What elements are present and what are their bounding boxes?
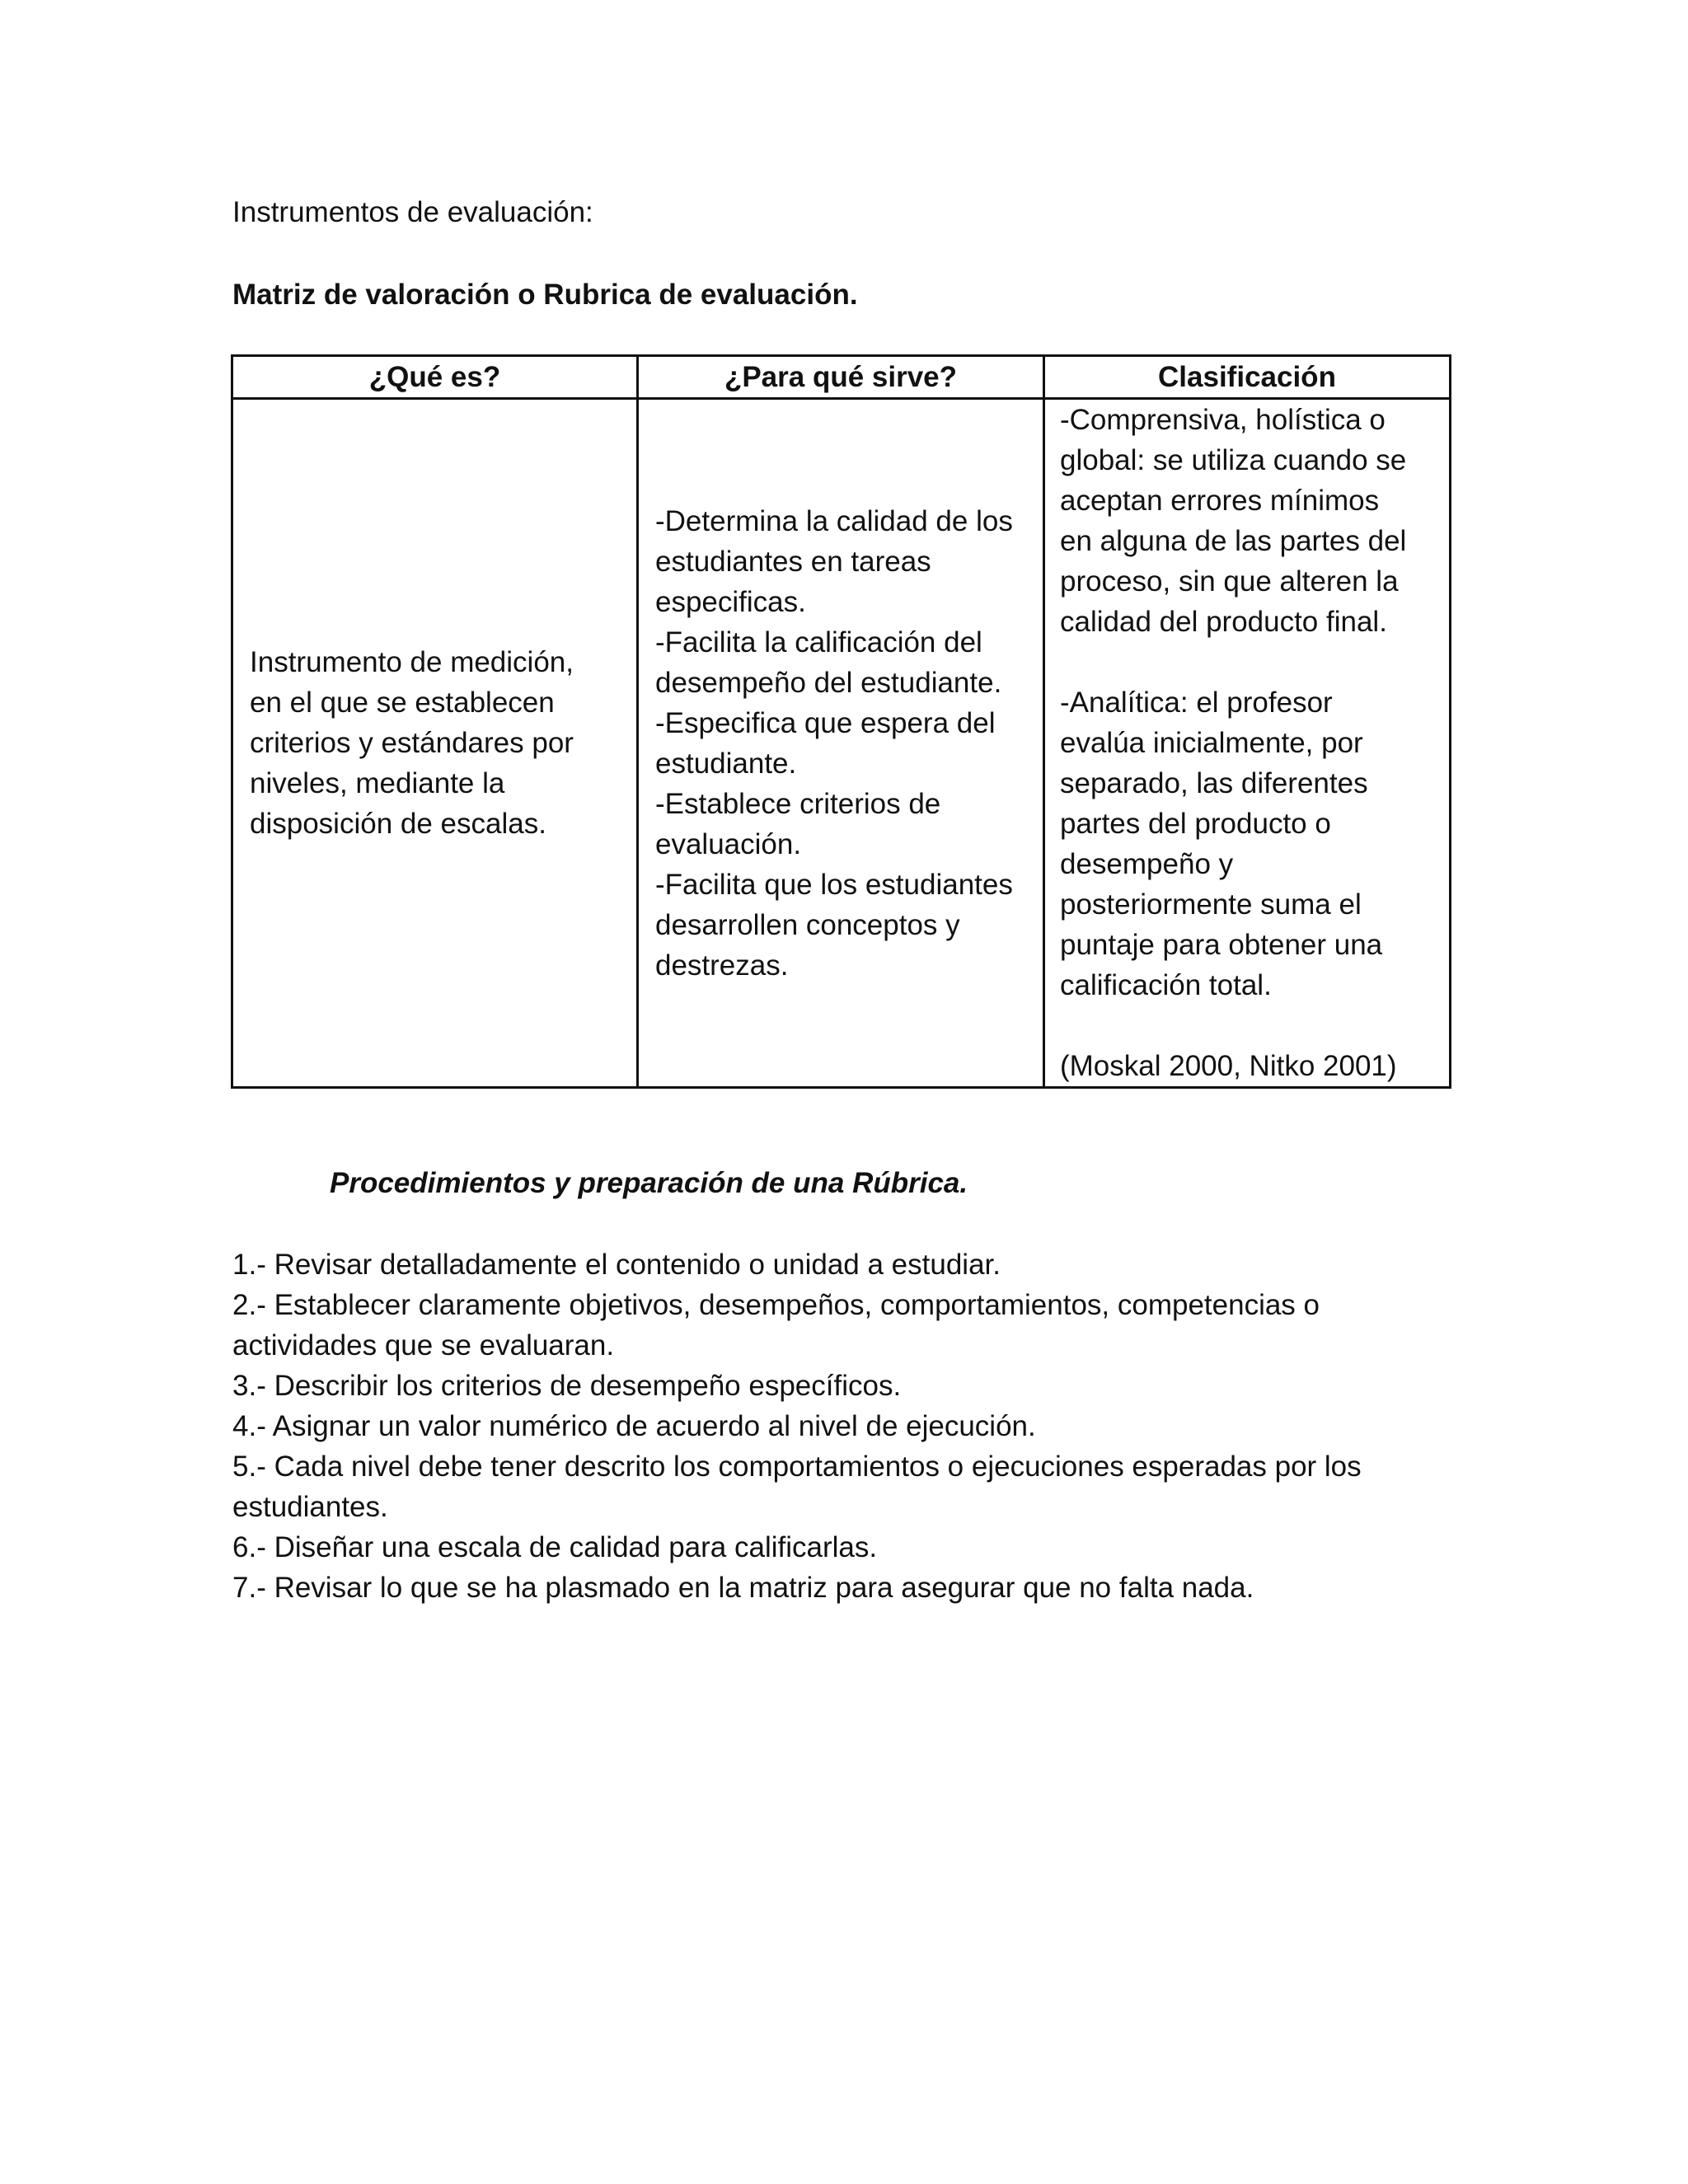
cell-spacer <box>1060 642 1437 682</box>
list-item: 2.- Establecer claramente objetivos, desempeños, comportamientos, competencias o <box>232 1289 1320 1321</box>
list-item: 4.- Asignar un valor numérico de acuerdo al nivel de ejecución. <box>232 1410 1036 1442</box>
list-item: actividades que se evaluaran. <box>232 1329 615 1361</box>
header-clasificacion: Clasificación <box>1044 356 1451 399</box>
cell-spacer <box>1060 1005 1437 1046</box>
cell-line: en el que se establecen <box>250 687 555 719</box>
cell-que-es <box>232 399 638 1088</box>
list-item: 3.- Describir los criterios de desempeño específicos. <box>232 1370 902 1402</box>
citation: (Moskal 2000, Nitko 2001) <box>1060 1050 1397 1082</box>
cell-line: desempeño del estudiante. <box>655 666 1002 699</box>
cell-line: -Analítica: el profesor <box>1060 687 1333 719</box>
cell-line: proceso, sin que alteren la <box>1060 565 1399 598</box>
intro-heading: Instrumentos de evaluación: <box>232 196 593 228</box>
cell-line: -Determina la calidad de los <box>655 504 1013 537</box>
list-item: 5.- Cada nivel debe tener descrito los comportamientos o ejecuciones esperadas por los <box>232 1451 1362 1483</box>
cell-line: -Comprensiva, holística o <box>1060 404 1386 436</box>
cell-para-que-sirve <box>638 399 1044 1088</box>
cell-line: especificas. <box>655 585 806 618</box>
cell-line: -Facilita que los estudiantes <box>655 868 1013 901</box>
cell-line: niveles, mediante la <box>250 767 505 799</box>
cell-line: disposición de escalas. <box>250 808 546 840</box>
cell-line: global: se utiliza cuando se <box>1060 444 1407 476</box>
cell-line: criterios y estándares por <box>250 727 574 759</box>
list-item: 1.- Revisar detalladamente el contenido o unidad a estudiar. <box>232 1249 1001 1281</box>
cell-line: Instrumento de medición, <box>250 646 574 678</box>
cell-line: desarrollen conceptos y <box>655 908 960 941</box>
cell-line: evaluación. <box>655 827 802 860</box>
table-header-row <box>232 356 1451 399</box>
cell-line: desempeño y <box>1060 848 1234 880</box>
steps-list <box>232 1244 1469 1608</box>
cell-line: posteriormente suma el <box>1060 888 1362 921</box>
cell-line: en alguna de las partes del <box>1060 525 1407 557</box>
procedures-title: Procedimientos y preparación de una Rúbrica. <box>330 1167 968 1199</box>
cell-line: evalúa inicialmente, por <box>1060 727 1363 759</box>
cell-clasificacion <box>1044 399 1451 1088</box>
cell-line: estudiantes en tareas <box>655 545 931 578</box>
cell-line: calidad del producto final. <box>1060 606 1387 638</box>
cell-line: -Establece criterios de <box>655 787 941 820</box>
header-para-que-sirve: ¿Para qué sirve? <box>638 356 1044 399</box>
list-item: 6.- Diseñar una escala de calidad para calificarlas. <box>232 1531 878 1563</box>
cell-line: puntaje para obtener una <box>1060 929 1383 961</box>
rubric-table <box>231 354 1451 1089</box>
cell-line: -Facilita la calificación del <box>655 626 982 658</box>
header-que-es: ¿Qué es? <box>232 356 638 399</box>
section-title: Matriz de valoración o Rubrica de evaluación. <box>232 279 858 311</box>
cell-line: -Especifica que espera del <box>655 706 996 739</box>
list-item: 7.- Revisar lo que se ha plasmado en la matriz para asegurar que no falta nada. <box>232 1572 1254 1604</box>
table-row <box>232 399 1451 1088</box>
cell-line: aceptan errores mínimos <box>1060 485 1380 517</box>
cell-line: estudiante. <box>655 747 797 780</box>
cell-line: calificación total. <box>1060 969 1272 1001</box>
list-item: estudiantes. <box>232 1491 388 1523</box>
cell-line: separado, las diferentes <box>1060 767 1368 799</box>
cell-line: destrezas. <box>655 949 789 982</box>
cell-line: partes del producto o <box>1060 808 1331 840</box>
